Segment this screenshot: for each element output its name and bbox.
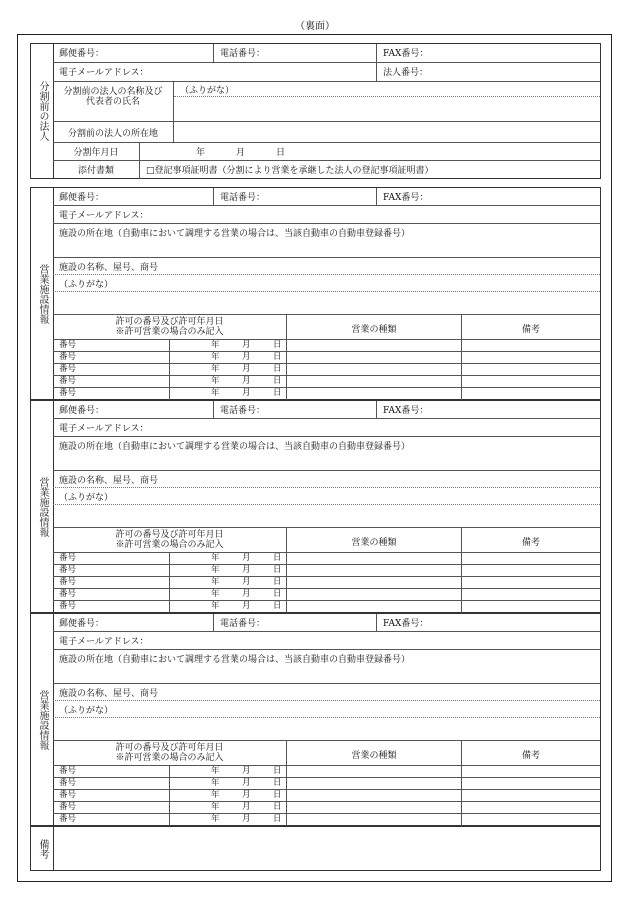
facility-name-row <box>53 684 600 701</box>
pre-split-section <box>30 43 601 179</box>
phone-field[interactable]: 電話番号： <box>213 44 376 62</box>
permit-date-field[interactable]: 年 月 日 <box>169 352 286 363</box>
permit-number-field[interactable]: 番号 <box>59 565 77 575</box>
facility-side-label: 営業施設情報 <box>31 401 54 612</box>
pre-split-email-row <box>53 63 600 82</box>
facility-section <box>30 400 601 613</box>
permit-header-row <box>53 741 600 766</box>
corp-number-field[interactable]: 法人番号： <box>376 63 600 81</box>
permit-date-field[interactable]: 年 月 日 <box>169 766 286 777</box>
permit-date-field[interactable]: 年 月 日 <box>169 565 286 576</box>
permit-number-field[interactable]: 番号 <box>59 340 77 350</box>
permit-number-field[interactable]: 番号 <box>59 376 77 386</box>
permit-row <box>53 802 600 814</box>
facility-name-label[interactable]: 施設の名称、屋号、商号 <box>59 476 159 486</box>
permit-row <box>53 388 600 400</box>
address-field[interactable] <box>173 122 600 142</box>
business-type-field[interactable] <box>286 352 461 363</box>
business-type-field[interactable] <box>286 778 461 789</box>
business-type-field[interactable] <box>286 565 461 576</box>
permit-header-row <box>53 315 600 340</box>
facility-email-row <box>53 632 600 650</box>
email-field[interactable]: 電子メールアドレス： <box>59 211 149 221</box>
facility-location-row <box>53 437 600 471</box>
name-field[interactable] <box>173 82 600 121</box>
permit-remarks-field[interactable] <box>461 814 600 826</box>
facility-section <box>30 613 601 826</box>
permit-number-field[interactable]: 番号 <box>59 790 77 800</box>
phone-field[interactable]: 電話番号： <box>213 188 376 205</box>
name-furigana: （ふりがな） <box>174 82 600 97</box>
business-type-field[interactable] <box>286 814 461 826</box>
page-title: （裏面） <box>295 21 335 32</box>
business-type-field[interactable] <box>286 388 461 400</box>
fax-field[interactable]: FAX番号： <box>376 401 600 418</box>
permit-date-field[interactable]: 年 月 日 <box>169 388 286 400</box>
pre-split-side-label: 分割前の法人 <box>31 44 54 178</box>
pre-split-address-row <box>53 122 600 143</box>
permit-row <box>53 376 600 388</box>
permit-row <box>53 601 600 613</box>
business-type-field[interactable] <box>286 601 461 613</box>
permit-row <box>53 352 600 364</box>
attachment-label: 添付書類 <box>77 166 114 176</box>
attachment-checkbox[interactable]: □登記事項証明書（分割により営業を承継した法人の登記事項証明書） <box>139 161 600 179</box>
permit-remarks-field[interactable] <box>461 352 600 363</box>
phone-field[interactable]: 電話番号： <box>213 614 376 631</box>
permit-row <box>53 565 600 577</box>
permit-date-field[interactable]: 年 月 日 <box>169 589 286 600</box>
facility-name-field[interactable]: （ふりがな） <box>53 488 600 527</box>
facility-location-row <box>53 224 600 258</box>
facility-email-row <box>53 419 600 437</box>
fax-field[interactable]: FAX番号： <box>376 188 600 205</box>
name-label: 分割前の法人の名称及び 代表者の氏名 <box>63 87 163 107</box>
permit-row <box>53 814 600 826</box>
permit-remarks-field[interactable] <box>461 553 600 564</box>
permit-number-field[interactable]: 番号 <box>59 814 77 824</box>
permit-row <box>53 553 600 565</box>
pre-split-contact-row <box>53 44 600 63</box>
permit-date-field[interactable]: 年 月 日 <box>169 790 286 801</box>
permit-date-field[interactable]: 年 月 日 <box>169 340 286 351</box>
facility-furigana-row <box>53 488 600 528</box>
facility-furigana-row <box>53 275 600 315</box>
remarks-field[interactable] <box>53 827 600 870</box>
split-date-label: 分割年月日 <box>73 148 119 158</box>
permit-remarks-field[interactable] <box>461 340 600 351</box>
permit-remarks-field[interactable] <box>461 376 600 387</box>
facility-email-row <box>53 206 600 224</box>
permit-number-field[interactable]: 番号 <box>59 802 77 812</box>
remarks-header: 備考 <box>461 741 600 765</box>
facility-section <box>30 187 601 400</box>
pre-split-date-row <box>53 143 600 161</box>
postal-field[interactable]: 郵便番号： <box>59 619 105 629</box>
permit-remarks-field[interactable] <box>461 802 600 813</box>
permit-remarks-field[interactable] <box>461 589 600 600</box>
permit-number-field[interactable]: 番号 <box>59 553 77 563</box>
permit-remarks-field[interactable] <box>461 766 600 777</box>
permit-header: 許可の番号及び許可年月日 ※許可営業の場合のみ記入 <box>115 743 224 763</box>
postal-field[interactable]: 郵便番号： <box>59 406 105 416</box>
permit-row <box>53 790 600 802</box>
business-type-header: 営業の種類 <box>286 528 461 552</box>
permit-number-field[interactable]: 番号 <box>59 601 77 611</box>
permit-header-row <box>53 528 600 553</box>
permit-date-field[interactable]: 年 月 日 <box>169 601 286 613</box>
email-field[interactable]: 電子メールアドレス： <box>59 68 149 78</box>
fax-field[interactable]: FAX番号： <box>376 44 600 62</box>
facility-side-label: 営業施設情報 <box>31 188 54 399</box>
permit-row <box>53 766 600 778</box>
facility-side-label: 営業施設情報 <box>31 614 54 825</box>
facility-name-field[interactable]: （ふりがな） <box>53 275 600 314</box>
business-type-header: 営業の種類 <box>286 315 461 339</box>
form-frame <box>17 34 612 882</box>
email-field[interactable]: 電子メールアドレス： <box>59 424 149 434</box>
permit-date-field[interactable]: 年 月 日 <box>169 814 286 826</box>
location-field[interactable]: 施設の所在地（自動車において調理する営業の場合は、当該自動車の自動車登録番号） <box>59 655 411 665</box>
split-date-field[interactable]: 年 月 日 <box>139 143 600 160</box>
permit-number-field[interactable]: 番号 <box>59 766 77 776</box>
permit-number-field[interactable]: 番号 <box>59 577 77 587</box>
business-type-field[interactable] <box>286 589 461 600</box>
permit-remarks-field[interactable] <box>461 364 600 375</box>
postal-field[interactable]: 郵便番号： <box>59 193 105 203</box>
permit-number-field[interactable]: 番号 <box>59 778 77 788</box>
permit-date-field[interactable]: 年 月 日 <box>169 376 286 387</box>
permit-number-field[interactable]: 番号 <box>59 388 77 398</box>
business-type-field[interactable] <box>286 790 461 801</box>
permit-row <box>53 364 600 376</box>
permit-number-field[interactable]: 番号 <box>59 589 77 599</box>
permit-date-field[interactable]: 年 月 日 <box>169 553 286 564</box>
facility-contact-row <box>53 401 600 419</box>
permit-remarks-field[interactable] <box>461 577 600 588</box>
remarks-header: 備考 <box>461 315 600 339</box>
permit-remarks-field[interactable] <box>461 388 600 400</box>
permit-remarks-field[interactable] <box>461 601 600 613</box>
facility-name-row <box>53 471 600 488</box>
location-field[interactable]: 施設の所在地（自動車において調理する営業の場合は、当該自動車の自動車登録番号） <box>59 229 411 239</box>
remarks-header: 備考 <box>461 528 600 552</box>
permit-remarks-field[interactable] <box>461 790 600 801</box>
business-type-field[interactable] <box>286 376 461 387</box>
business-type-field[interactable] <box>286 766 461 777</box>
remarks-section <box>30 826 601 871</box>
pre-split-attachment-row <box>53 161 600 179</box>
business-type-field[interactable] <box>286 364 461 375</box>
permit-row <box>53 778 600 790</box>
permit-row <box>53 340 600 352</box>
address-label: 分割前の法人の所在地 <box>67 129 158 139</box>
email-field[interactable]: 電子メールアドレス： <box>59 637 149 647</box>
location-field[interactable]: 施設の所在地（自動車において調理する営業の場合は、当該自動車の自動車登録番号） <box>59 442 411 452</box>
business-type-field[interactable] <box>286 802 461 813</box>
facility-contact-row <box>53 188 600 206</box>
business-type-field[interactable] <box>286 553 461 564</box>
permit-remarks-field[interactable] <box>461 565 600 576</box>
facility-location-row <box>53 650 600 684</box>
permit-date-field[interactable]: 年 月 日 <box>169 802 286 813</box>
facility-contact-row <box>53 614 600 632</box>
permit-row <box>53 589 600 601</box>
facility-name-label[interactable]: 施設の名称、屋号、商号 <box>59 689 159 699</box>
pre-split-name-row <box>53 82 600 122</box>
permit-date-field[interactable]: 年 月 日 <box>169 778 286 789</box>
permit-header: 許可の番号及び許可年月日 ※許可営業の場合のみ記入 <box>115 317 224 337</box>
facility-name-label[interactable]: 施設の名称、屋号、商号 <box>59 263 159 273</box>
business-type-field[interactable] <box>286 340 461 351</box>
phone-field[interactable]: 電話番号： <box>213 401 376 418</box>
permit-date-field[interactable]: 年 月 日 <box>169 577 286 588</box>
facility-name-field[interactable]: （ふりがな） <box>53 701 600 740</box>
business-type-header: 営業の種類 <box>286 741 461 765</box>
permit-header: 許可の番号及び許可年月日 ※許可営業の場合のみ記入 <box>115 530 224 550</box>
fax-field[interactable]: FAX番号： <box>376 614 600 631</box>
permit-remarks-field[interactable] <box>461 778 600 789</box>
business-type-field[interactable] <box>286 577 461 588</box>
permit-number-field[interactable]: 番号 <box>59 352 77 362</box>
remarks-side-label: 備考 <box>31 827 54 870</box>
postal-field[interactable]: 郵便番号： <box>59 49 105 59</box>
facility-name-row <box>53 258 600 275</box>
permit-date-field[interactable]: 年 月 日 <box>169 364 286 375</box>
permit-number-field[interactable]: 番号 <box>59 364 77 374</box>
facility-furigana-row <box>53 701 600 741</box>
permit-row <box>53 577 600 589</box>
